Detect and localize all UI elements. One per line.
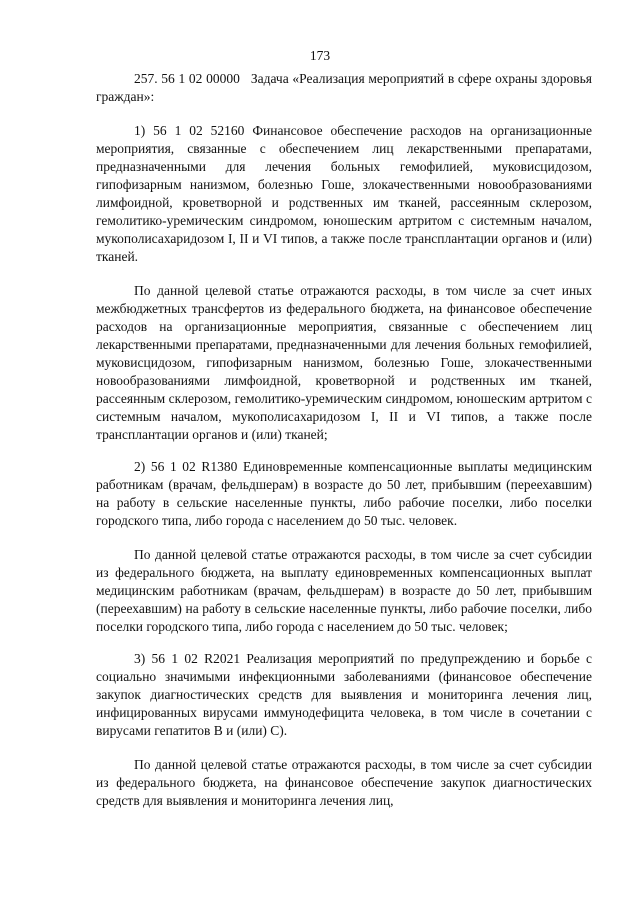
item-paragraph-2: По данной целевой статье отражаются расходы, в том числе за счет иных межбюджетных трансфертов из федерального бюджета, на финансовое обеспечение расходов на организационные мероприятия, связанные с обеспечением лиц лекарственными препаратами, предназначенными для лечения больных гемофилией, муковисцидозом, гипофизарным нанизмом, болезнью Гоше, злокачественными новообразованиями лимфоидной, кроветворной и родственных им тканей, рассеянным склерозом, гемолитико-уремическим синдромом, юношеским артритом с системным началом, мукополисахаридозом I, II и VI типов, а также после трансплантации органов и (или) тканей; [96, 283, 592, 442]
item-paragraph-5: 3) 56 1 02 R2021 Реализация мероприятий по предупреждению и борьбе с социально значимыми инфекционными заболеваниями (финансовое обеспечение закупок диагностических средств для выявления и мониторинга лечения лиц, инфицированных вирусами иммунодефицита человека, в том числе в сочетании с вирусами гепатитов B и (или) C). [96, 651, 592, 738]
item-paragraph-1: 1) 56 1 02 52160 Финансовое обеспечение расходов на организационные мероприятия, связанные с обеспечением лиц лекарственными препаратами, предназначенными для лечения больных гемофилией, муковисцидозом, гипофизарным нанизмом, болезнью Гоше, злокачественными новообразованиями лимфоидной, кроветворной и родственных им тканей, рассеянным склерозом, гемолитико-уремическим синдромом, юношеским артритом с системным началом, мукополисахаридозом I, II и VI типов, а также после трансплантации органов и (или) тканей. [96, 123, 592, 264]
document-body [96, 70, 592, 810]
heading-text: Задача «Реализация мероприятий в сфере охраны здоровья граждан»: [96, 71, 593, 104]
heading-paragraph [96, 70, 592, 106]
item-paragraph-4: По данной целевой статье отражаются расходы, в том числе за счет субсидии из федерального бюджета, на выплату единовременных компенсационных выплат медицинским работникам (врачам, фельдшерам) в возрасте до 50 лет, прибывшим (переехавшим) на работу в сельские населенные пункты, либо рабочие поселки, либо поселки городского типа, либо города с населением до 50 тыс. человек; [96, 547, 592, 634]
heading-code: 257. 56 1 02 00000 [134, 71, 240, 86]
page-number: 173 [309, 48, 331, 63]
item-paragraph-3: 2) 56 1 02 R1380 Единовременные компенсационные выплаты медицинским работникам (врачам, фельдшерам) в возрасте до 50 лет, прибывшим (переехавшим) на работу в сельские населенные пункты, либо рабочие поселки, либо поселки городского типа, либо города с населением до 50 тыс. человек. [96, 459, 592, 528]
item-paragraph-6: По данной целевой статье отражаются расходы, в том числе за счет субсидии из федерального бюджета, на финансовое обеспечение закупок диагностических средств для выявления и мониторинга лечения лиц, [96, 757, 592, 808]
